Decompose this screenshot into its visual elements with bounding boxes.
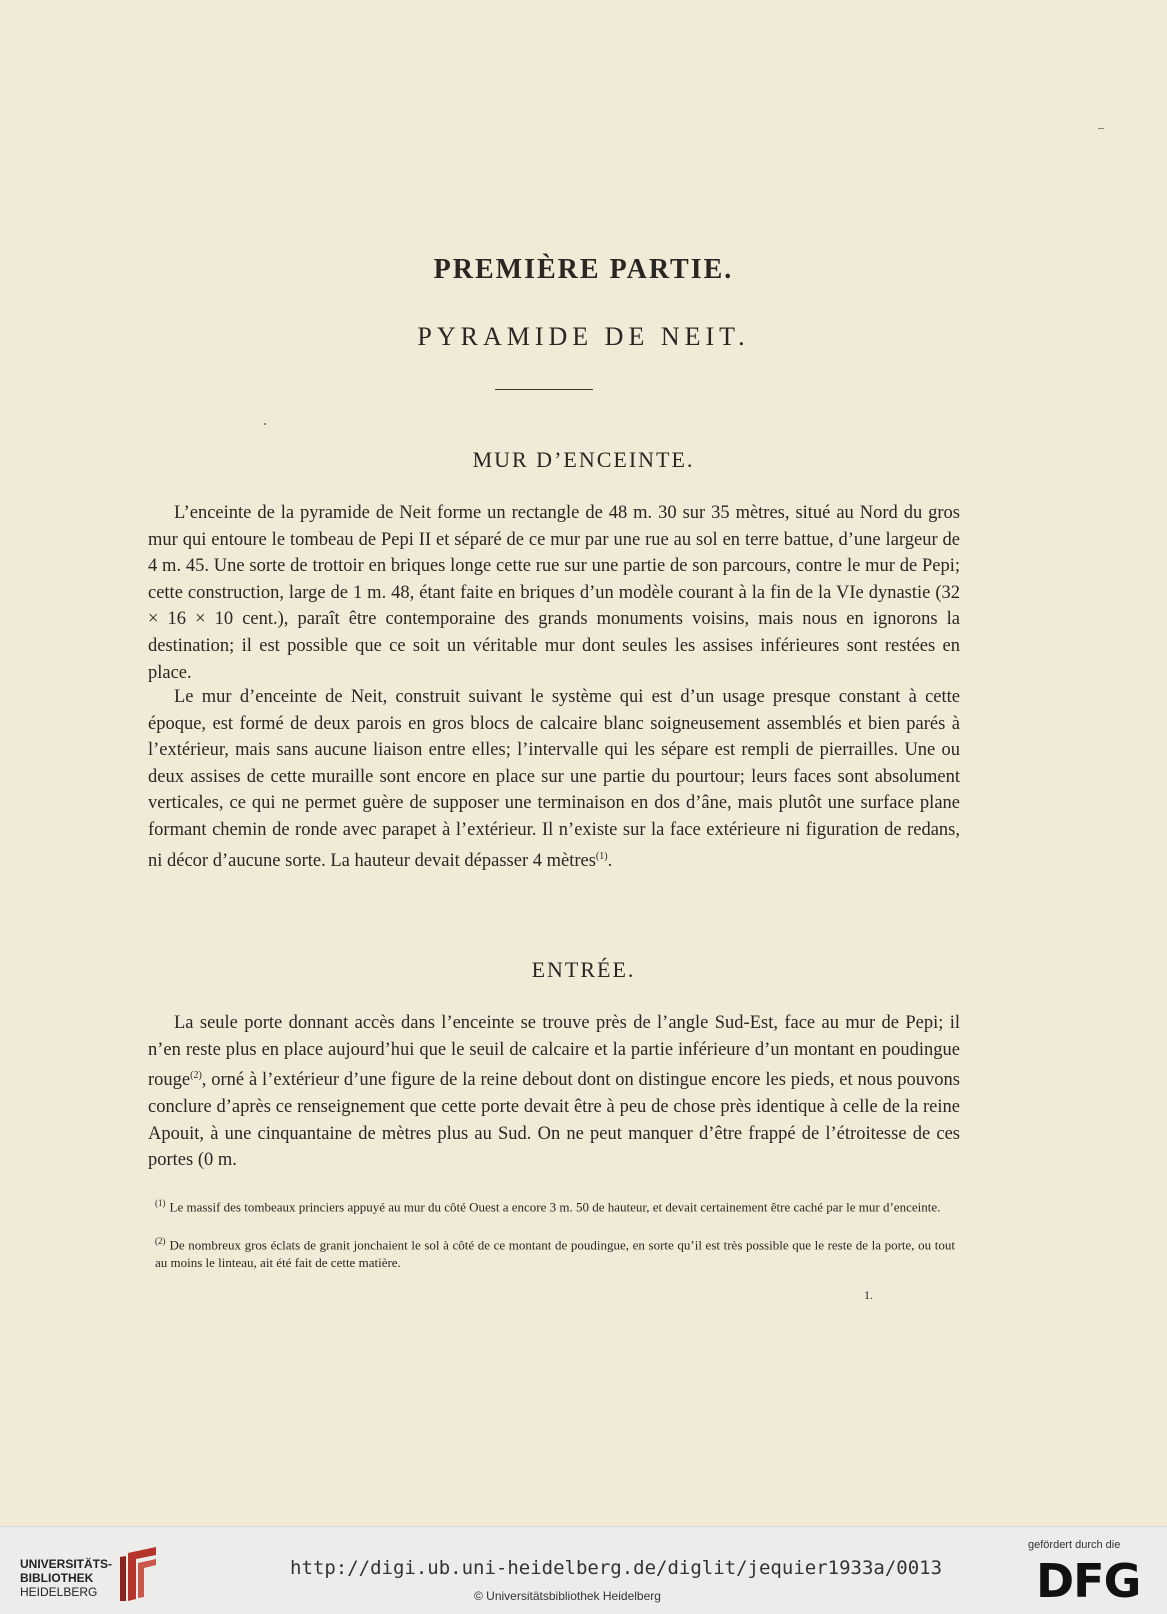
funded-by-label: gefördert durch die	[1028, 1539, 1121, 1551]
section-title-entree: ENTRÉE.	[531, 957, 636, 982]
paragraph-1: L’enceinte de la pyramide de Neit forme un rectangle de 48 m. 30 sur 35 mètres, situé au Nord du gros mur qui entoure le tombeau de Pepi II et séparé de ce mur par une rue au sol en terre battue, d’une largeur de 4 m. 45. Une sorte de trottoir en briques longe cette rue sur une partie de son parcours, contre le mur de Pepi; cette construction, large de 1 m. 48, étant faite en briques d’un modèle courant à la fin de la VIe dynastie (32 × 16 × 10 cent.), paraît être contemporaine des grands monuments voisins, mais nous en ignorons la destination; il est possible que ce soit un véritable mur dont seules les assises inférieures sont restées en place.	[148, 503, 960, 683]
pyramid-title: PYRAMIDE DE NEIT.	[417, 322, 750, 351]
part-title: PREMIÈRE PARTIE.	[433, 254, 734, 285]
paragraph-3-text-b: , orné à l’extérieur d’une figure de la reine debout dont on distingue encore les pieds, et nous pouvons conclure d’après ce renseignement que cette porte devait être à peu de chose près identique à celle de la reine Apouit, à une cinquantaine de mètres plus au Sud. On ne peut manquer d’être frappé de l’étroitesse de ces portes (0 m.	[148, 1070, 960, 1171]
footnote-1-mark: (1)	[155, 1198, 166, 1208]
scan-speck	[264, 423, 266, 425]
footnote-ref-1[interactable]: (1)	[595, 850, 608, 862]
paragraph-2-end: .	[607, 850, 613, 871]
title-divider	[495, 389, 593, 390]
footnote-ref-2[interactable]: (2)	[190, 1070, 202, 1082]
permalink-url[interactable]: http://digi.ub.uni-heidelberg.de/diglit/jequier1933a/0013	[290, 1557, 943, 1579]
paragraph-2	[148, 684, 960, 874]
footnote-1-text: Le massif des tombeaux princiers appuyé au mur du côté Ouest a encore 3 m. 50 de hauteur, et devait certainement être caché par le mur d’enceinte.	[169, 1199, 941, 1215]
footnote-2	[155, 1232, 955, 1272]
footer-bar	[0, 1526, 1167, 1614]
library-line-1: UNIVERSITÄTS-	[20, 1557, 113, 1571]
paragraph-3-text-a: La seule porte donnant accès dans l’enceinte se trouve près de l’angle Sud-Est, face au mur de Pepi; il n’en reste plus en place aujourd’hui que le seuil de calcaire et la partie inférieure d’un montant en poudingue rouge	[148, 1013, 960, 1091]
section-title-mur: MUR D’ENCEINTE.	[472, 447, 695, 472]
paragraph-3	[148, 1010, 960, 1174]
paragraph-2-text: Le mur d’enceinte de Neit, construit suivant le système qui est d’un usage presque constant à cette époque, est formé de deux parois en gros blocs de calcaire blanc soigneusement assemblés et bien parés à l’extérieur, mais sans aucune liaison entre elles; l’intervalle qui les sépare est rempli de pierrailles. Une ou deux assises de cette muraille sont encore en place sur une partie du pourtour; leurs faces sont absolument verticales, ce qui ne permet guère de supposer une terminaison en dos d’âne, mais plutôt une surface plane formant chemin de ronde avec parapet à l’extérieur. Il n’existe sur la face extérieure ni figuration de redans, ni décor d’aucune sorte. La hauteur devait dépasser 4 mètres	[148, 687, 960, 871]
library-line-2: BIBLIOTHEK	[20, 1571, 94, 1585]
footnote-2-text: De nombreux gros éclats de granit jonchaient le sol à côté de ce montant de poudingue, en sorte qu’il est très possible que le reste de la porte, ou tout au moins le linteau, ait été fait de cette matière.	[155, 1237, 955, 1271]
footnote-1	[155, 1194, 955, 1216]
scan-mark	[1098, 128, 1104, 129]
dfg-logo[interactable]: DFG	[1036, 1554, 1141, 1608]
page-number: 1.	[864, 1288, 873, 1302]
library-name[interactable]	[20, 1557, 112, 1599]
ub-heidelberg-logo-icon[interactable]	[118, 1543, 162, 1601]
library-line-3: HEIDELBERG	[20, 1585, 98, 1599]
copyright-notice: © Universitätsbibliothek Heidelberg	[474, 1589, 661, 1603]
footnote-2-mark: (2)	[155, 1236, 166, 1246]
